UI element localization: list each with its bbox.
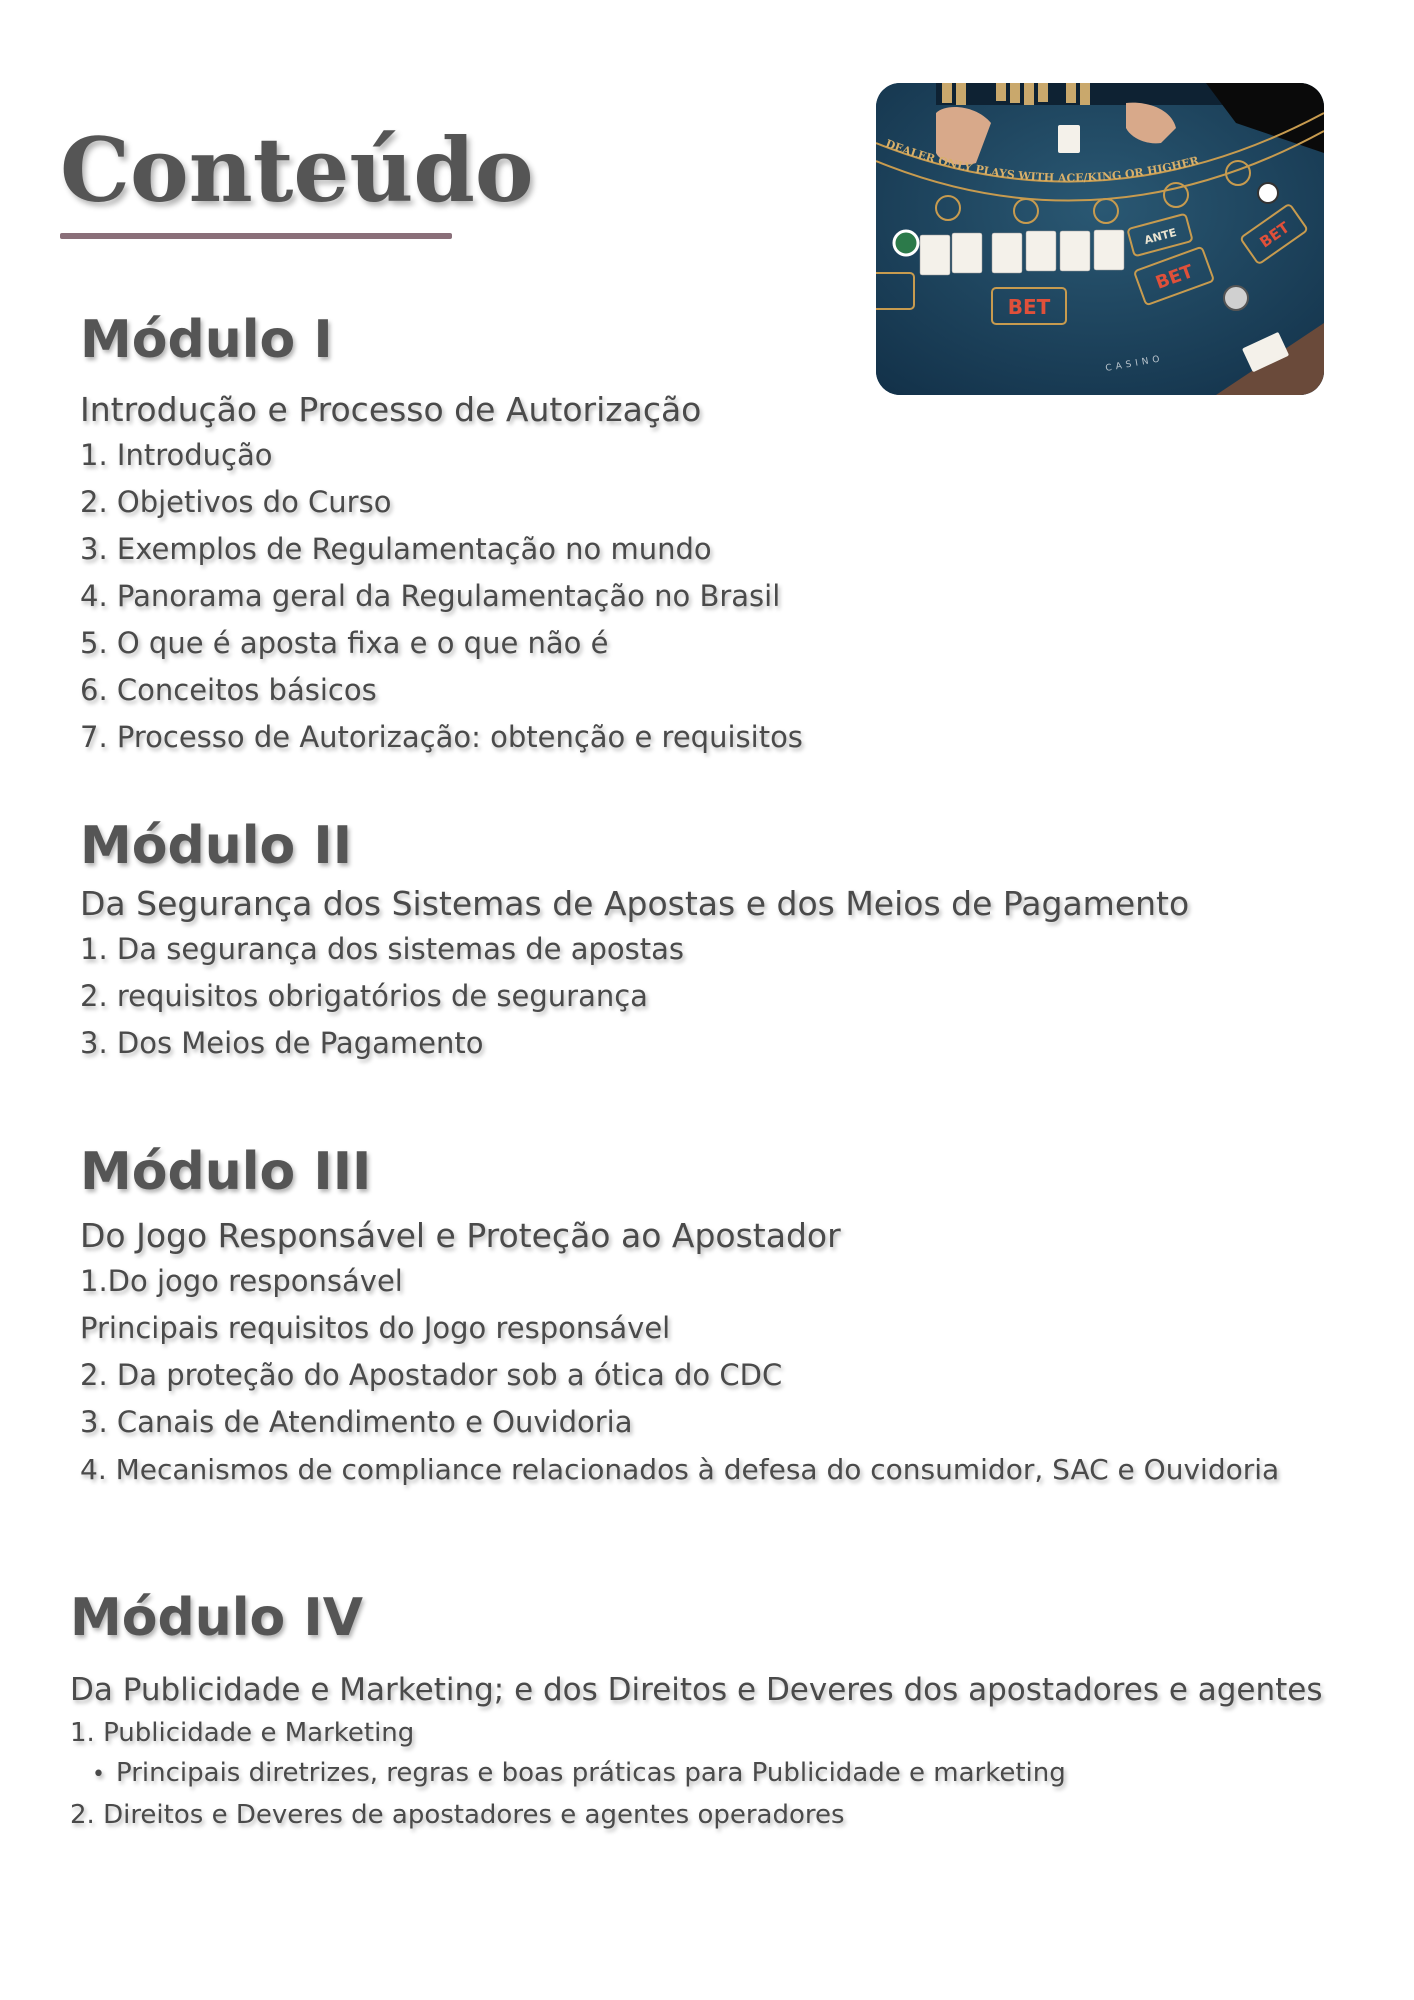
module-heading: Módulo II <box>80 816 353 876</box>
bet-label: BET <box>1007 295 1051 319</box>
module-heading: Módulo III <box>80 1142 372 1202</box>
bet-label-2: BET <box>1152 260 1197 294</box>
list-item: Principais requisitos do Jogo responsável <box>80 1310 671 1345</box>
module-subtitle: Da Segurança dos Sistemas de Apostas e dos Meios de Pagamento <box>80 884 1190 923</box>
casino-label: CASINO <box>1104 353 1165 374</box>
list-item: 1.Do jogo responsável <box>80 1263 403 1298</box>
bullet-text: Principais diretrizes, regras e boas práticas para Publicidade e marketing <box>116 1758 1066 1789</box>
list-item: 2. requisitos obrigatórios de segurança <box>80 978 648 1013</box>
list-item: 3. Exemplos de Regulamentação no mundo <box>80 531 712 566</box>
table-arc-text: DEALER ONLY PLAYS WITH ACE/KING OR HIGHER <box>883 137 1201 185</box>
page-title: Conteúdo <box>60 118 534 222</box>
module-subtitle: Da Publicidade e Marketing; e dos Direitos e Deveres dos apostadores e agentes <box>70 1672 1323 1708</box>
module-3 <box>80 1142 1280 1493</box>
casino-table-photo <box>876 83 1324 395</box>
list-item: 3. Dos Meios de Pagamento <box>80 1025 484 1060</box>
bullet-icon: • <box>92 1762 105 1788</box>
module-subtitle: Introdução e Processo de Autorização <box>80 390 702 429</box>
list-item: 1. Introdução <box>80 437 273 472</box>
list-item: 4. Panorama geral da Regulamentação no Brasil <box>80 578 781 613</box>
bullet-item <box>70 1753 1323 1795</box>
bet-label-3: BET <box>1256 218 1293 252</box>
list-item: 6. Conceitos básicos <box>80 672 377 707</box>
list-item: 2. Objetivos do Curso <box>80 484 392 519</box>
list-item: 2. Da proteção do Apostador sob a ótica do CDC <box>80 1357 783 1392</box>
module-4 <box>70 1588 1323 1835</box>
module-heading: Módulo IV <box>70 1588 363 1648</box>
list-item: 1. Publicidade e Marketing <box>70 1718 415 1749</box>
module-2 <box>80 816 1190 1067</box>
ante-label: ANTE <box>1142 225 1178 247</box>
module-heading: Módulo I <box>80 310 333 370</box>
module-1 <box>80 310 803 761</box>
list-item: 3. Canais de Atendimento e Ouvidoria <box>80 1404 633 1439</box>
title-underline <box>60 233 452 239</box>
list-item: 5. O que é aposta fixa e o que não é <box>80 625 609 660</box>
module-subtitle: Do Jogo Responsável e Proteção ao Apostador <box>80 1216 841 1255</box>
list-item: 4. Mecanismos de compliance relacionados à defesa do consumidor, SAC e Ouvidoria <box>80 1452 1280 1486</box>
list-item: 7. Processo de Autorização: obtenção e requisitos <box>80 719 803 754</box>
list-item: 2. Direitos e Deveres de apostadores e agentes operadores <box>70 1800 845 1831</box>
list-item: 1. Da segurança dos sistemas de apostas <box>80 931 685 966</box>
